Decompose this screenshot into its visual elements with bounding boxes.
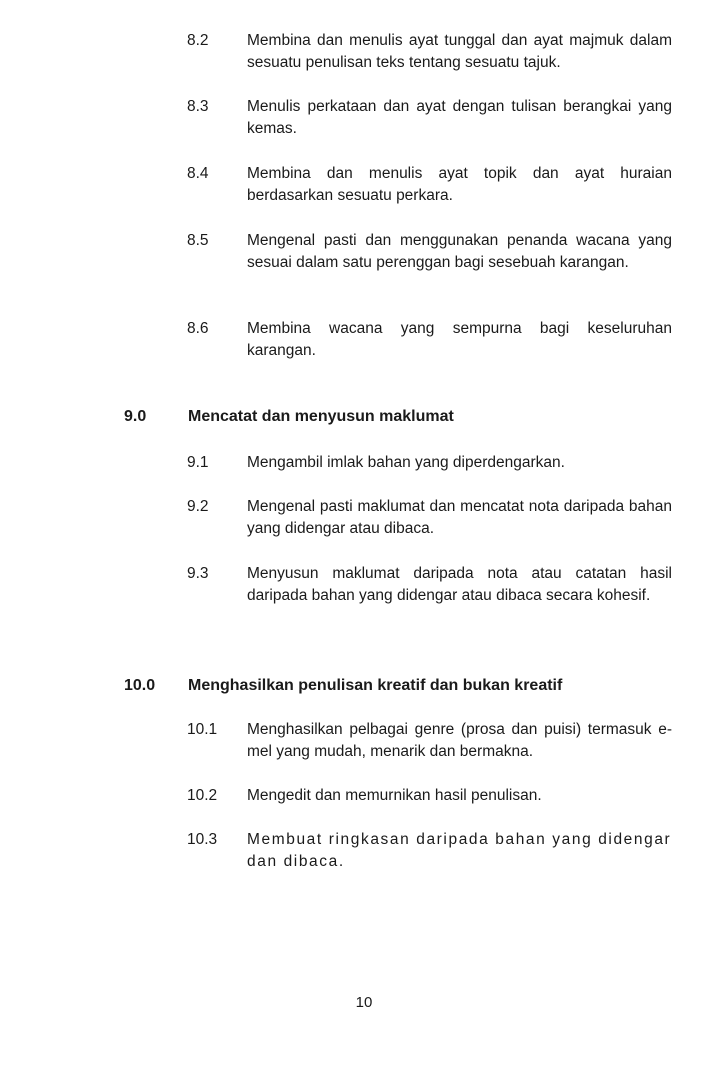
item-text: Mengedit dan memurnikan hasil penulisan.	[247, 787, 542, 804]
list-item-10-3	[187, 829, 672, 873]
list-item-8-3	[187, 96, 672, 140]
item-text: Membina wacana yang sempurna bagi keseluruhan karangan.	[247, 320, 672, 359]
item-number: 8.5	[187, 232, 209, 249]
item-text: Mengambil imlak bahan yang diperdengarkan.	[247, 454, 565, 471]
section-title: Menghasilkan penulisan kreatif dan bukan kreatif	[188, 677, 563, 694]
item-text: Menghasilkan pelbagai genre (prosa dan puisi) termasuk e-mel yang mudah, menarik dan bermakna.	[247, 721, 672, 760]
item-number: 9.3	[187, 565, 209, 582]
list-item-10-1	[187, 719, 672, 763]
item-number: 9.2	[187, 498, 209, 515]
item-number: 8.4	[187, 165, 209, 182]
item-number: 10.2	[187, 787, 218, 804]
list-item-9-3	[187, 563, 672, 607]
list-item-8-4	[187, 163, 672, 207]
item-text: Membuat ringkasan daripada bahan yang didengar dan dibaca.	[247, 831, 672, 870]
item-text: Membina dan menulis ayat topik dan ayat huraian berdasarkan sesuatu perkara.	[247, 165, 672, 204]
list-item-8-6	[187, 318, 672, 362]
item-text: Mengenal pasti dan menggunakan penanda wacana yang sesuai dalam satu perenggan bagi sesebuah karangan.	[247, 232, 672, 271]
item-number: 8.2	[187, 32, 209, 49]
item-text: Membina dan menulis ayat tunggal dan ayat majmuk dalam sesuatu penulisan teks tentang sesuatu tajuk.	[247, 32, 672, 71]
item-number: 9.1	[187, 454, 209, 471]
page-number: 10	[355, 994, 373, 1011]
item-number: 8.6	[187, 320, 209, 337]
list-item-8-2	[187, 30, 672, 74]
item-text: Mengenal pasti maklumat dan mencatat nota daripada bahan yang didengar atau dibaca.	[247, 498, 672, 537]
section-number: 10.0	[124, 677, 156, 694]
list-item-10-2	[187, 785, 672, 807]
section-number: 9.0	[124, 408, 147, 425]
section-title: Mencatat dan menyusun maklumat	[188, 408, 454, 425]
item-text: Menulis perkataan dan ayat dengan tulisan berangkai yang kemas.	[247, 98, 672, 137]
list-item-9-2	[187, 496, 672, 540]
list-item-9-1	[187, 452, 672, 474]
section-heading-9	[124, 406, 684, 428]
item-number: 10.3	[187, 831, 218, 848]
section-heading-10	[124, 675, 684, 697]
list-item-8-5	[187, 230, 672, 274]
item-number: 8.3	[187, 98, 209, 115]
item-text: Menyusun maklumat daripada nota atau catatan hasil daripada bahan yang didengar atau dibaca secara kohesif.	[247, 565, 672, 604]
item-number: 10.1	[187, 721, 218, 738]
